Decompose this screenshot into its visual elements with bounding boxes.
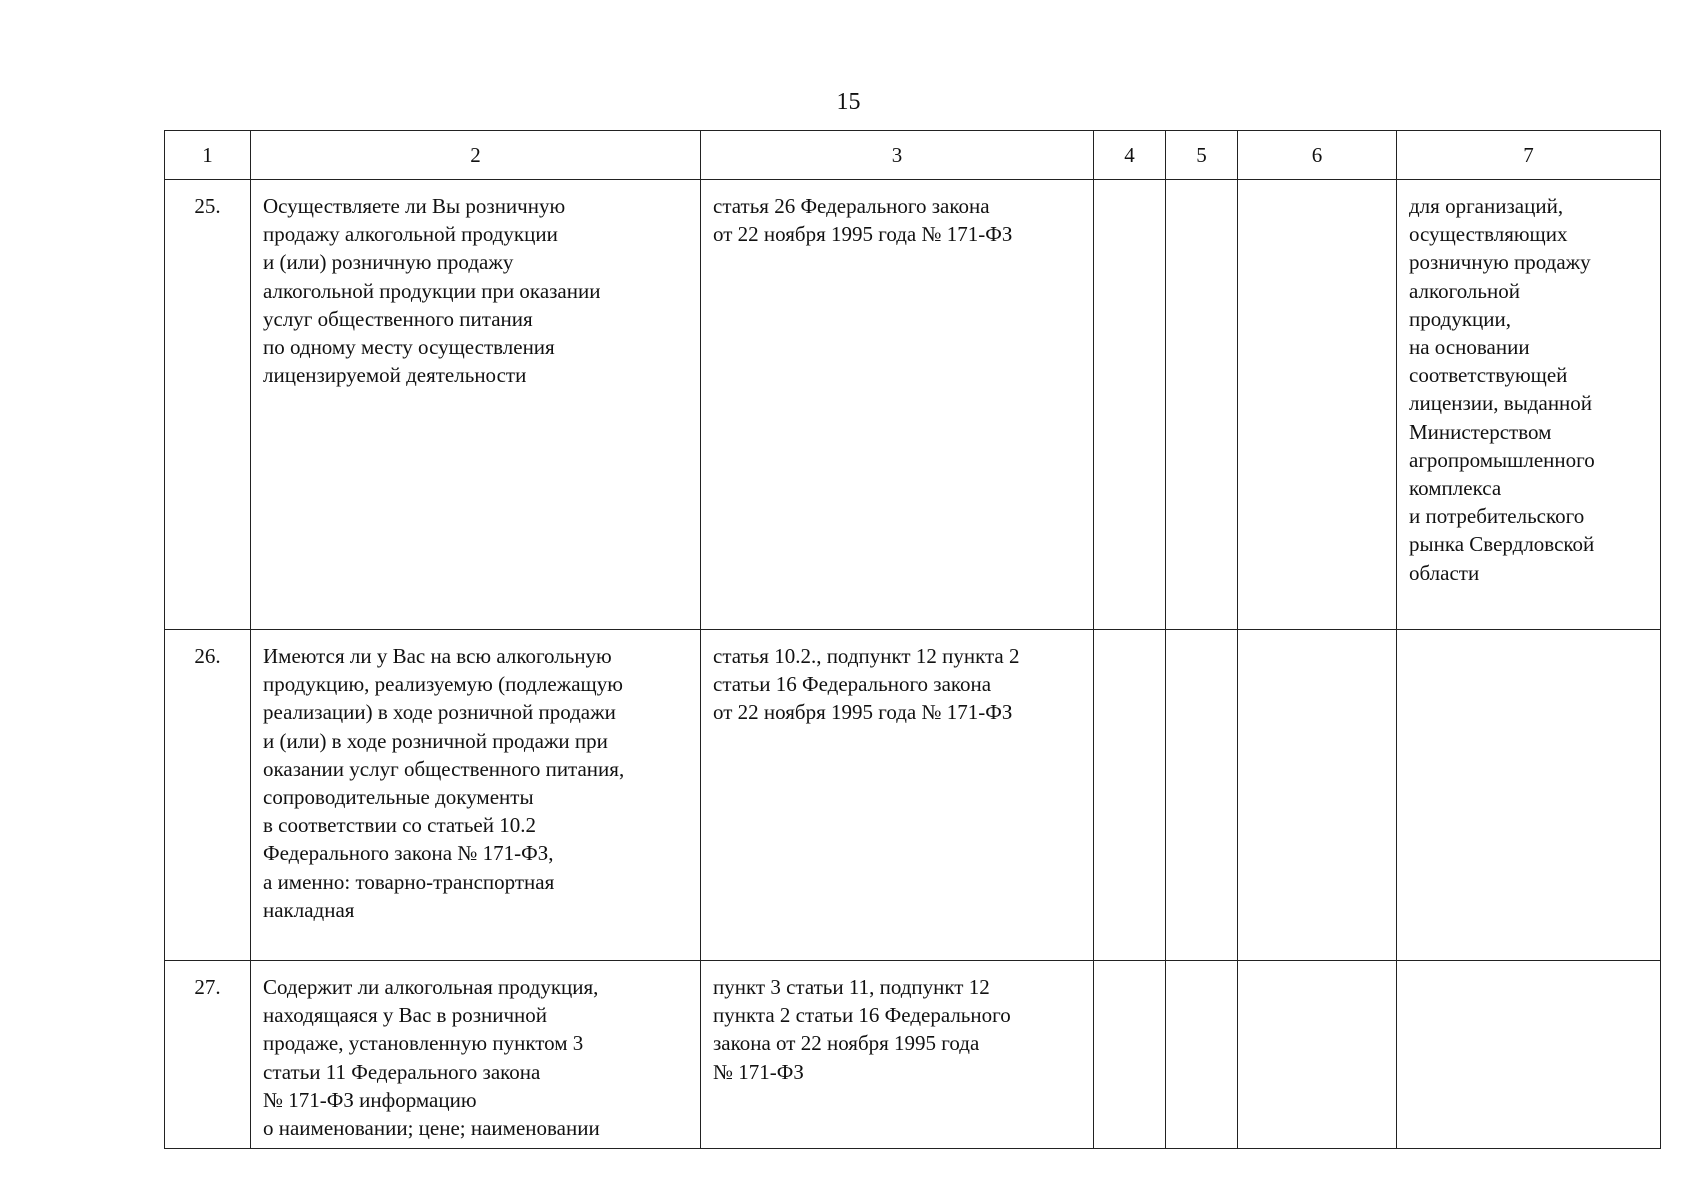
row-number: 27. [165,961,251,1149]
header-cell-5: 5 [1166,131,1238,180]
header-cell-2: 2 [251,131,701,180]
answer-cell-col6 [1238,630,1397,961]
answer-cell-col4 [1094,630,1166,961]
row-number: 26. [165,630,251,961]
header-cell-1: 1 [165,131,251,180]
header-cell-3: 3 [701,131,1094,180]
legal-reference-cell: пункт 3 статьи 11, подпункт 12 пункта 2 статьи 16 Федерального закона от 22 ноября 1995 года № 171-ФЗ [701,961,1094,1149]
question-cell: Осуществляете ли Вы розничную продажу алкогольной продукции и (или) розничную продажу алкогольной продукции при оказании услуг общественного питания по одному месту осуществления лицензируемой деятельности [251,180,701,630]
header-row [165,131,1661,180]
row-number: 25. [165,180,251,630]
table-row [165,180,1661,630]
answer-cell-col6 [1238,180,1397,630]
note-cell: для организаций, осуществляющих розничную продажу алкогольной продукции, на основании соответствующей лицензии, выданной Министерством агропромышленного комплекса и потребительского рынка Свердловской области [1397,180,1661,630]
answer-cell-col4 [1094,180,1166,630]
checklist-table [164,130,1661,1149]
page-number: 15 [836,89,861,115]
table-row [165,630,1661,961]
header-cell-6: 6 [1238,131,1397,180]
table-row [165,961,1661,1149]
header-cell-7: 7 [1397,131,1661,180]
note-cell [1397,961,1661,1149]
question-cell: Имеются ли у Вас на всю алкогольную продукцию, реализуемую (подлежащую реализации) в ходе розничной продажи и (или) в ходе розничной продажи при оказании услуг общественного питания, сопроводительные документы в соответствии со статьей 10.2 Федерального закона № 171-ФЗ, а именно: товарно-транспортная накладная [251,630,701,961]
answer-cell-col5 [1166,961,1238,1149]
note-cell [1397,630,1661,961]
answer-cell-col4 [1094,961,1166,1149]
answer-cell-col5 [1166,630,1238,961]
answer-cell-col5 [1166,180,1238,630]
answer-cell-col6 [1238,961,1397,1149]
legal-reference-cell: статья 10.2., подпункт 12 пункта 2 статьи 16 Федерального закона от 22 ноября 1995 года № 171-ФЗ [701,630,1094,961]
header-cell-4: 4 [1094,131,1166,180]
legal-reference-cell: статья 26 Федерального закона от 22 ноября 1995 года № 171-ФЗ [701,180,1094,630]
question-cell: Содержит ли алкогольная продукция, находящаяся у Вас в розничной продаже, установленную пунктом 3 статьи 11 Федерального закона № 171-ФЗ информацию о наименовании; цене; наименовании [251,961,701,1149]
